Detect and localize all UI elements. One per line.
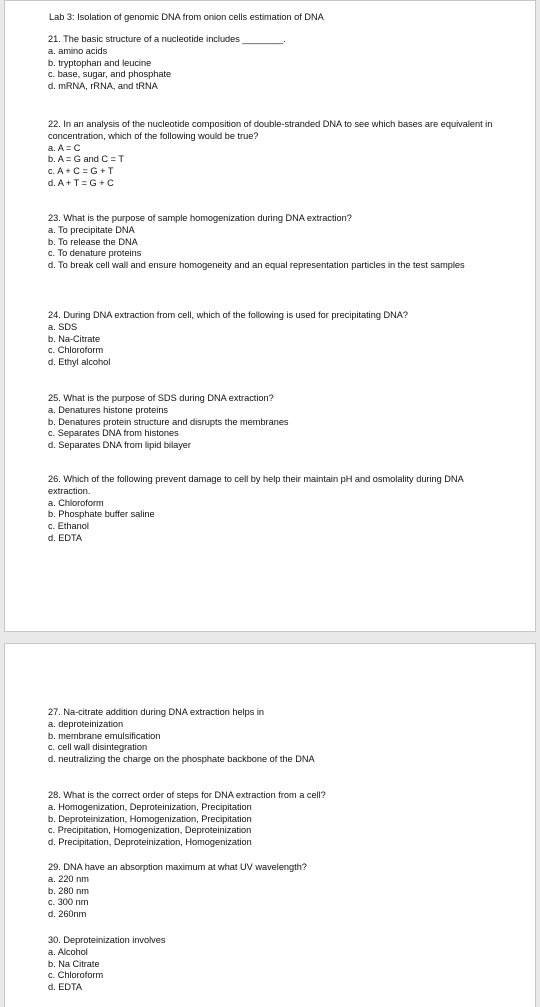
option-d: d. EDTA [48,532,83,543]
option-c: c. To denature proteins [48,248,142,259]
option-b: b. Denatures protein structure and disrupts the membranes [48,416,289,427]
document-page-1 [4,0,536,632]
option-a: a. amino acids [48,45,108,56]
option-c: c. Chloroform [48,970,104,981]
option-c: c. Separates DNA from histones [48,428,179,439]
option-b: b. tryptophan and leucine [48,57,152,68]
option-b: b. To release the DNA [48,236,138,247]
option-b: b. 280 nm [48,885,89,896]
question-30 [48,935,500,994]
question-25 [48,393,500,452]
question-23 [48,213,500,272]
question-26 [48,474,500,545]
option-c: c. A + C = G + T [48,166,114,177]
option-a: a. Homogenization, Deproteinization, Precipitation [48,801,252,812]
question-21 [48,34,500,93]
question-stem: 27. Na-citrate addition during DNA extraction helps in [48,707,265,717]
question-27 [48,707,500,766]
option-a: a. SDS [48,321,78,332]
option-d: d. 260nm [48,909,87,920]
question-28 [48,790,500,849]
option-d: d. Precipitation, Deproteinization, Homogenization [48,837,252,848]
option-d: d. Separates DNA from lipid bilayer [48,440,191,451]
option-d: d. Ethyl alcohol [48,357,111,368]
option-d: d. mRNA, rRNA, and tRNA [48,81,158,92]
question-stem: 28. What is the correct order of steps for DNA extraction from a cell? [48,790,326,800]
option-d: d. neutralizing the charge on the phosphate backbone of the DNA [48,754,315,765]
option-d: d. To break cell wall and ensure homogeneity and an equal representation particles in the test samples [48,260,465,271]
option-c: c. cell wall disintegration [48,742,148,753]
option-c: c. base, sugar, and phosphate [48,69,172,80]
question-stem: 22. In an analysis of the nucleotide composition of double-stranded DNA to see which bases are equivalent in concentration, which of the following would be true? [48,119,493,141]
option-b: b. Phosphate buffer saline [48,509,155,520]
option-c: c. Chloroform [48,345,104,356]
question-stem: 23. What is the purpose of sample homogenization during DNA extraction? [48,213,352,223]
question-22 [48,119,500,190]
option-c: c. 300 nm [48,897,89,908]
option-a: a. To precipitate DNA [48,224,135,235]
document-title: Lab 3: Isolation of genomic DNA from onion cells estimation of DNA [49,12,324,22]
question-stem: 25. What is the purpose of SDS during DNA extraction? [48,393,274,403]
option-c: c. Ethanol [48,521,89,532]
option-a: a. Denatures histone proteins [48,404,169,415]
option-a: a. Alcohol [48,946,88,957]
question-stem: 30. Deproteinization involves [48,935,166,945]
option-c: c. Precipitation, Homogenization, Deproteinization [48,825,252,836]
option-a: a. A = C [48,142,81,153]
option-b: b. A = G and C = T [48,154,124,165]
option-a: a. 220 nm [48,873,89,884]
question-29 [48,862,500,921]
question-stem: 21. The basic structure of a nucleotide includes ________. [48,34,286,44]
question-stem: 26. Which of the following prevent damage to cell by help their maintain pH and osmolality during DNA extraction. [48,474,464,496]
document-page-2 [4,643,536,1007]
option-b: b. membrane emulsification [48,730,161,741]
option-b: b. Na Citrate [48,958,100,969]
question-24 [48,310,500,369]
option-b: b. Deproteinization, Homogenization, Precipitation [48,813,252,824]
option-d: d. A + T = G + C [48,177,114,188]
question-stem: 29. DNA have an absorption maximum at what UV wavelength? [48,862,307,872]
option-d: d. EDTA [48,982,83,993]
option-a: a. Chloroform [48,497,104,508]
option-b: b. Na-Citrate [48,333,101,344]
option-a: a. deproteinization [48,718,124,729]
question-stem: 24. During DNA extraction from cell, which of the following is used for precipitating DNA? [48,310,409,320]
